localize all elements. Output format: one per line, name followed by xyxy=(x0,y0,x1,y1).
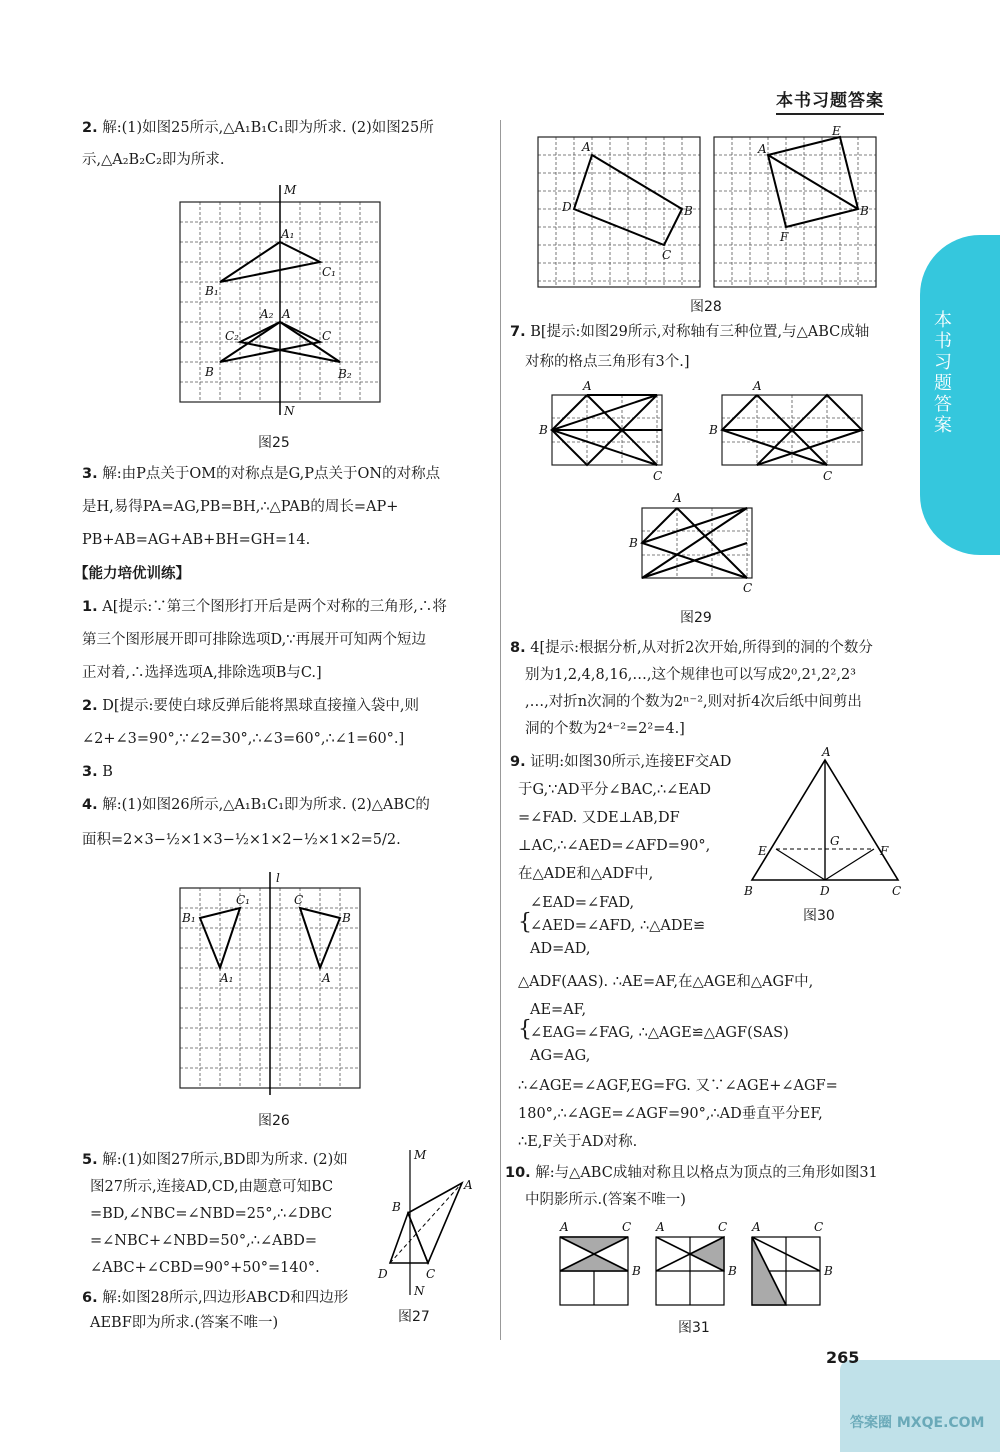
q9-line9: △ADF(AAS). ∴AE=AF,在△AGE和△AGF中, xyxy=(518,974,814,990)
svg-text:B: B xyxy=(860,204,869,218)
svg-text:E: E xyxy=(758,844,767,858)
svg-text:C₁: C₁ xyxy=(322,265,336,279)
svg-text:B: B xyxy=(392,1200,401,1214)
svg-text:B: B xyxy=(342,911,351,925)
svg-text:B₁: B₁ xyxy=(182,911,196,925)
figure-25 xyxy=(170,180,400,420)
watermark-logo: 答案圈 MXQE.COM xyxy=(850,1415,985,1431)
svg-text:D: D xyxy=(820,884,830,898)
q3-line1: 3. 解:由P点关于OM的对称点是G,P点关于ON的对称点 xyxy=(82,466,441,482)
svg-text:N: N xyxy=(414,1284,425,1298)
fig27-caption: 图27 xyxy=(398,1309,430,1325)
svg-text:C: C xyxy=(743,581,753,595)
q2-line2: 示,△A₂B₂C₂即为所求. xyxy=(82,152,225,168)
q9-line11: ∠EAG=∠FAG, ∴△AGE≌△AGF(SAS) xyxy=(530,1025,789,1041)
svg-text:E: E xyxy=(832,125,841,138)
svg-text:D: D xyxy=(562,200,572,214)
svg-text:B: B xyxy=(539,423,548,437)
ab-q5-line4: =∠NBC+∠NBD=50°,∴∠ABD= xyxy=(90,1233,318,1249)
q9-line2: 于G,∵AD平分∠BAC,∴∠EAD xyxy=(518,782,712,798)
ab-q6-line2: AEBF即为所求.(答案不唯一) xyxy=(90,1315,279,1331)
svg-text:C: C xyxy=(426,1267,436,1281)
svg-text:l: l xyxy=(276,871,280,885)
svg-text:C₁: C₁ xyxy=(236,893,250,907)
ab-q4-line1: 4. 解:(1)如图26所示,△A₁B₁C₁即为所求. (2)△ABC的 xyxy=(82,797,430,813)
figure-31 xyxy=(550,1215,840,1315)
page-header-title: 本书习题答案 xyxy=(776,86,884,115)
q9-line7: ∠AED=∠AFD, ∴△ADE≌ xyxy=(530,918,706,934)
svg-text:C: C xyxy=(653,469,663,483)
q9-line4: ⊥AC,∴∠AED=∠AFD=90°, xyxy=(518,838,711,854)
svg-text:A: A xyxy=(582,140,591,154)
svg-text:B₂: B₂ xyxy=(338,367,352,381)
svg-text:C₂: C₂ xyxy=(225,329,239,343)
q2-line1: 2. 解:(1)如图25所示,△A₁B₁C₁即为所求. (2)如图25所 xyxy=(82,120,434,136)
q9-line13: ∴∠AGE=∠AGF,EG=FG. 又∵∠AGE+∠AGF= xyxy=(518,1078,838,1094)
svg-text:F: F xyxy=(880,844,889,858)
fig26-caption: 图26 xyxy=(258,1113,290,1129)
svg-text:B: B xyxy=(684,204,693,218)
svg-text:C: C xyxy=(823,469,833,483)
q8-line3: ,…,对折n次洞的个数为2ⁿ⁻²,则对折4次后纸中间剪出 xyxy=(525,694,862,710)
svg-text:C: C xyxy=(294,893,304,907)
svg-text:F: F xyxy=(780,230,789,244)
svg-text:A: A xyxy=(656,1220,665,1234)
fig25-label-m: M xyxy=(284,183,297,197)
column-divider xyxy=(500,120,501,1340)
svg-text:B: B xyxy=(629,536,638,550)
svg-text:A₂: A₂ xyxy=(260,307,274,321)
svg-text:B: B xyxy=(824,1264,833,1278)
svg-text:G: G xyxy=(830,834,840,848)
ab-q5-line1: 5. 解:(1)如图27所示,BD即为所求. (2)如 xyxy=(82,1152,348,1168)
q9-line14: 180°,∴∠AGE=∠AGF=90°,∴AD垂直平分EF, xyxy=(518,1106,823,1122)
brace-2: { xyxy=(518,1017,532,1042)
svg-text:A: A xyxy=(322,971,331,985)
svg-text:C: C xyxy=(322,329,332,343)
svg-text:B: B xyxy=(709,423,718,437)
svg-text:A: A xyxy=(560,1220,569,1234)
q3-line3: PB+AB=AG+AB+BH=GH=14. xyxy=(82,532,311,548)
svg-text:M: M xyxy=(414,1148,427,1162)
ab-q1-line1: 1. A[提示:∵第三个图形打开后是两个对称的三角形,∴将 xyxy=(82,599,447,615)
brace-1: { xyxy=(518,910,532,935)
svg-text:C: C xyxy=(622,1220,632,1234)
q9-line8: AD=AD, xyxy=(530,941,591,957)
watermark-badge xyxy=(840,1360,1000,1452)
q7-line2: 对称的格点三角形有3个.] xyxy=(525,354,690,370)
q3-line2: 是H,易得PA=AG,PB=BH,∴△PAB的周长=AP+ xyxy=(82,499,399,515)
ab-q5-line3: =BD,∠NBC=∠NBD=25°,∴∠DBC xyxy=(90,1206,333,1222)
side-tab-text: 本书习题答案 xyxy=(934,310,952,436)
ab-q5-line2: 图27所示,连接AD,CD,由题意可知BC xyxy=(90,1179,334,1195)
q9-line10: AE=AF, xyxy=(530,1002,587,1018)
svg-text:C: C xyxy=(718,1220,728,1234)
q9-line15: ∴E,F关于AD对称. xyxy=(518,1134,638,1150)
figure-29 xyxy=(535,380,895,605)
svg-text:N: N xyxy=(284,404,295,418)
q10-line1: 10. 解:与△ABC成轴对称且以格点为顶点的三角形如图31 xyxy=(505,1165,878,1181)
fig31-caption: 图31 xyxy=(678,1320,710,1336)
svg-text:B: B xyxy=(744,884,753,898)
svg-text:A: A xyxy=(464,1178,473,1192)
ab-q3-line1: 3. B xyxy=(82,764,113,780)
svg-text:C: C xyxy=(814,1220,824,1234)
svg-text:A₁: A₁ xyxy=(220,971,234,985)
fig25-caption: 图25 xyxy=(258,435,290,451)
svg-text:B: B xyxy=(728,1264,737,1278)
svg-text:A₁: A₁ xyxy=(281,227,295,241)
svg-text:A: A xyxy=(753,380,762,393)
svg-text:A: A xyxy=(758,142,767,156)
q9-line12: AG=AG, xyxy=(530,1048,591,1064)
q7-line1: 7. B[提示:如图29所示,对称轴有三种位置,与△ABC成轴 xyxy=(510,324,870,340)
q9-line6: ∠EAD=∠FAD, xyxy=(530,895,635,911)
figure-28 xyxy=(530,125,890,295)
q8-line1: 8. 4[提示:根据分析,从对折2次开始,所得到的洞的个数分 xyxy=(510,640,873,656)
fig28-caption: 图28 xyxy=(690,299,722,315)
svg-text:A: A xyxy=(282,307,291,321)
fig29-caption: 图29 xyxy=(680,610,712,626)
q9-line1: 9. 证明:如图30所示,连接EF交AD xyxy=(510,754,732,770)
ab-q1-line3: 正对着,∴选择选项A,排除选项B与C.] xyxy=(82,665,322,681)
svg-text:C: C xyxy=(892,884,902,898)
q8-line2: 别为1,2,4,8,16,…,这个规律也可以写成2⁰,2¹,2²,2³ xyxy=(525,667,856,683)
ab-q1-line2: 第三个图形展开即可排除选项D,∵再展开可知两个短边 xyxy=(82,632,426,648)
svg-text:A: A xyxy=(752,1220,761,1234)
svg-text:C: C xyxy=(662,248,672,262)
q8-line4: 洞的个数为2⁴⁻²=2²=4.] xyxy=(525,721,685,737)
svg-text:B: B xyxy=(632,1264,641,1278)
ab-q4-line2: 面积=2×3−½×1×3−½×1×2−½×1×2=5/2. xyxy=(82,832,401,848)
ab-q5-line5: ∠ABC+∠CBD=90°+50°=140°. xyxy=(90,1260,320,1276)
svg-text:A: A xyxy=(822,745,831,759)
svg-text:A: A xyxy=(583,380,592,393)
svg-text:B₁: B₁ xyxy=(205,284,219,298)
ab-q2-line2: ∠2+∠3=90°,∵∠2=30°,∴∠3=60°,∴∠1=60°.] xyxy=(82,731,405,747)
page-number: 265 xyxy=(826,1348,860,1367)
svg-text:B: B xyxy=(205,365,214,379)
q9-line5: 在△ADE和△ADF中, xyxy=(518,866,654,882)
svg-text:D: D xyxy=(378,1267,388,1281)
fig30-caption: 图30 xyxy=(803,908,835,924)
section-heading: 【能力培优训练】 xyxy=(74,566,190,582)
svg-text:A: A xyxy=(673,491,682,505)
q10-line2: 中阴影所示.(答案不唯一) xyxy=(525,1192,686,1208)
ab-q2-line1: 2. D[提示:要使白球反弹后能将黑球直接撞入袋中,则 xyxy=(82,698,419,714)
ab-q6-line1: 6. 解:如图28所示,四边形ABCD和四边形 xyxy=(82,1290,349,1306)
q9-line3: =∠FAD. 又DE⊥AB,DF xyxy=(518,810,680,826)
figure-26 xyxy=(170,870,385,1100)
figure-27 xyxy=(370,1145,480,1305)
figure-30 xyxy=(740,745,910,905)
